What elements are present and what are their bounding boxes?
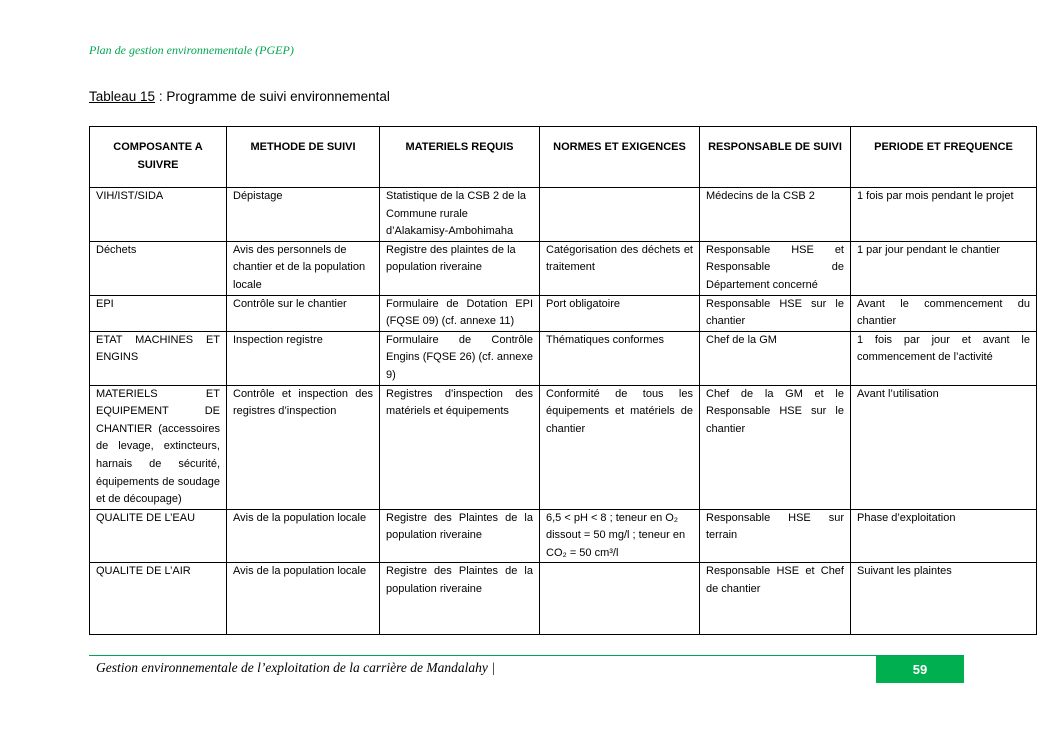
table-row: [90, 241, 1037, 295]
table-cell: 1 par jour pendant le chantier: [851, 241, 1037, 295]
table-cell: Contrôle et inspection des registres d’inspection: [227, 385, 380, 509]
table-cell: Avis de la population locale: [227, 563, 380, 635]
table-row: [90, 509, 1037, 563]
table-cell: 1 fois par mois pendant le projet: [851, 188, 1037, 242]
table-cell: Port obligatoire: [540, 295, 700, 331]
table-caption-text: : Programme de suivi environnemental: [155, 89, 390, 104]
table-cell: VIH/IST/SIDA: [90, 188, 227, 242]
table-row: [90, 563, 1037, 635]
table-cell: Avis des personnels de chantier et de la population locale: [227, 241, 380, 295]
table-cell: Registres d’inspection des matériels et équipements: [380, 385, 540, 509]
table-cell: [540, 563, 700, 635]
table-cell: Responsable HSE et Responsable de Département concerné: [700, 241, 851, 295]
table-cell: Responsable HSE sur le chantier: [700, 295, 851, 331]
column-header: NORMES ET EXIGENCES: [540, 127, 700, 188]
table-cell: Registre des plaintes de la population riveraine: [380, 241, 540, 295]
table-cell: QUALITE DE L’AIR: [90, 563, 227, 635]
table-cell: Avant le commencement du chantier: [851, 295, 1037, 331]
table-header-row: [90, 127, 1037, 188]
footer-text: Gestion environnementale de l’exploitation de la carrière de Mandalahy |: [96, 660, 495, 675]
page-header: Plan de gestion environnementale (PGEP): [89, 43, 294, 57]
column-header: PERIODE ET FREQUENCE: [851, 127, 1037, 188]
table-row: [90, 385, 1037, 509]
table-cell: Formulaire de Dotation EPI (FQSE 09) (cf. annexe 11): [380, 295, 540, 331]
footer-divider: [89, 655, 964, 656]
table-cell: Contrôle sur le chantier: [227, 295, 380, 331]
column-header: COMPOSANTE A SUIVRE: [90, 127, 227, 188]
table-cell: Avis de la population locale: [227, 509, 380, 563]
table-cell: Suivant les plaintes: [851, 563, 1037, 635]
table-row: [90, 295, 1037, 331]
table-cell: Responsable HSE et Chef de chantier: [700, 563, 851, 635]
table-cell: Déchets: [90, 241, 227, 295]
table-cell: EPI: [90, 295, 227, 331]
table-cell: Médecins de la CSB 2: [700, 188, 851, 242]
table-row: [90, 331, 1037, 385]
table-cell: QUALITE DE L’EAU: [90, 509, 227, 563]
column-header: MATERIELS REQUIS: [380, 127, 540, 188]
table-cell: Responsable HSE sur terrain: [700, 509, 851, 563]
table-cell: Catégorisation des déchets et traitement: [540, 241, 700, 295]
table-cell: Registre des Plaintes de la population riveraine: [380, 563, 540, 635]
table-cell: Phase d’exploitation: [851, 509, 1037, 563]
table-cell: Avant l’utilisation: [851, 385, 1037, 509]
table-cell: Registre des Plaintes de la population riveraine: [380, 509, 540, 563]
table-row: [90, 188, 1037, 242]
table-cell: [540, 188, 700, 242]
table-cell: Statistique de la CSB 2 de la Commune rurale d’Alakamisy-Ambohimaha: [380, 188, 540, 242]
monitoring-table: [89, 126, 1037, 635]
table-cell: Chef de la GM: [700, 331, 851, 385]
table-cell: Inspection registre: [227, 331, 380, 385]
table-cell: MATERIELS ET EQUIPEMENT DE CHANTIER (accessoires de levage, extincteurs, harnais de sécurité, équipements de soudage et de découpage): [90, 385, 227, 509]
table-cell: Conformité de tous les équipements et matériels de chantier: [540, 385, 700, 509]
table-caption-label: Tableau 15: [89, 89, 156, 104]
table-caption: [89, 89, 390, 104]
table-cell: Thématiques conformes: [540, 331, 700, 385]
table-cell: Formulaire de Contrôle Engins (FQSE 26) (cf. annexe 9): [380, 331, 540, 385]
table-cell: ETAT MACHINES ET ENGINS: [90, 331, 227, 385]
table-cell: Chef de la GM et le Responsable HSE sur le chantier: [700, 385, 851, 509]
page-number: 59: [876, 656, 964, 683]
table-cell: 1 fois par jour et avant le commencement de l’activité: [851, 331, 1037, 385]
table-cell: Dépistage: [227, 188, 380, 242]
column-header: RESPONSABLE DE SUIVI: [700, 127, 851, 188]
column-header: METHODE DE SUIVI: [227, 127, 380, 188]
table-cell: 6,5 < pH < 8 ; teneur en O₂ dissout = 50 mg/l ; teneur en CO₂ = 50 cm³/l: [540, 509, 700, 563]
